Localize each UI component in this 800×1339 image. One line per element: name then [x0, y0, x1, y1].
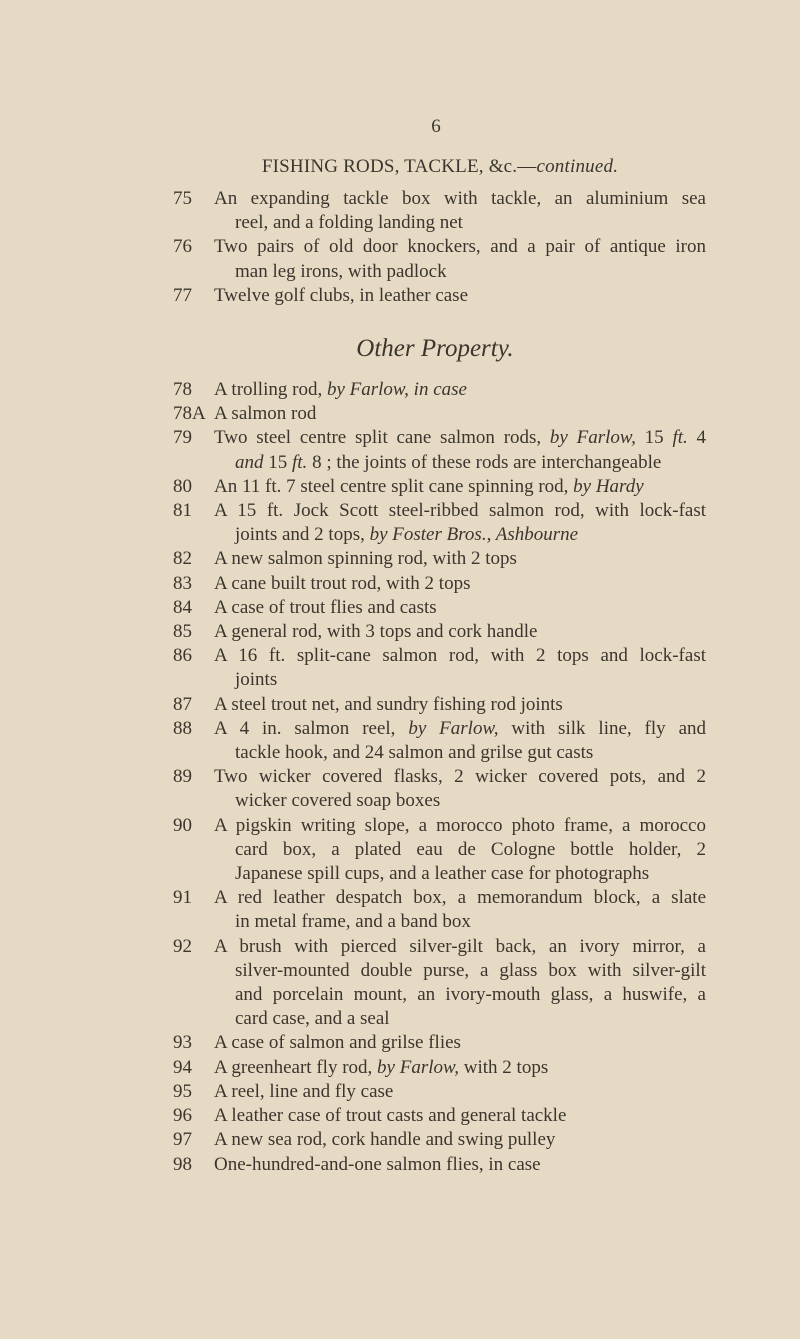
lot-number: 86: [173, 645, 192, 667]
italic-text: ft.: [292, 451, 308, 473]
text: Japanese spill cups, and a leather case for photographs: [235, 863, 650, 885]
text: A red leather despatch box, a memorandum block, a slate: [214, 887, 706, 909]
lot-number: 77: [173, 284, 192, 306]
lot-description-line: [214, 402, 706, 426]
lot-entry: [173, 572, 706, 596]
lot-description-line: [214, 547, 706, 571]
lot-entry: [173, 1128, 706, 1152]
lot-description-line: [235, 789, 706, 813]
text: and porcelain mount, an ivory-mouth glass, a huswife, a: [235, 984, 706, 1006]
italic-text: and: [235, 451, 264, 473]
lot-description-line: [214, 475, 706, 499]
lot-list-fishing: [173, 187, 706, 308]
lot-entry: [173, 886, 706, 934]
lot-description-line: [214, 499, 706, 523]
lot-entry: [173, 644, 706, 692]
text: One-hundred-and-one salmon flies, in case: [214, 1153, 541, 1175]
lot-entry: [173, 284, 706, 308]
lot-number: 87: [173, 693, 192, 715]
lot-entry: [173, 235, 706, 283]
text: A 16 ft. split-cane salmon rod, with 2 tops and lock-fast: [214, 645, 706, 667]
text: tackle hook, and 24 salmon and grilse gut casts: [235, 742, 594, 764]
lot-description-line: [214, 1056, 706, 1080]
lot-entry: [173, 596, 706, 620]
lot-entry: [173, 693, 706, 717]
lot-number: 76: [173, 236, 192, 258]
lot-number: 81: [173, 500, 192, 522]
italic-text: by Farlow,: [549, 427, 636, 449]
lot-description-line: [235, 959, 706, 983]
lot-entry: [173, 1080, 706, 1104]
lot-number: 97: [173, 1129, 192, 1151]
lot-description-line: [214, 235, 706, 259]
lot-description-line: [235, 211, 706, 235]
lot-description-line: [214, 426, 706, 450]
text: An expanding tackle box with tackle, an aluminium sea: [214, 188, 706, 209]
lot-entry: [173, 499, 706, 547]
text: joints and 2 tops,: [235, 524, 370, 546]
lot-entry: [173, 378, 706, 402]
lot-number: 84: [173, 596, 192, 618]
lot-description-line: [214, 1080, 706, 1104]
italic-text: by Hardy: [573, 475, 644, 497]
lot-description-line: [214, 935, 706, 959]
lot-description-line: [235, 668, 706, 692]
lot-entry: [173, 1056, 706, 1080]
section-title: Other Property.: [356, 335, 514, 362]
lot-entry: [173, 765, 706, 813]
lot-number: 78A: [173, 403, 206, 425]
lot-number: 88: [173, 717, 192, 739]
lot-number: 82: [173, 548, 192, 570]
lot-number: 93: [173, 1032, 192, 1054]
text: Two steel centre split cane salmon rods,: [214, 427, 550, 449]
lot-entry: [173, 402, 706, 426]
text: reel, and a folding landing net: [235, 212, 463, 234]
heading-main: FISHING RODS, TACKLE, &c.—: [261, 156, 537, 177]
text: with 2 tops: [459, 1056, 549, 1078]
lot-description-line: [214, 596, 706, 620]
lot-description-line: [214, 886, 706, 910]
text: A salmon rod: [214, 403, 317, 425]
lot-entry: [173, 475, 706, 499]
text: A leather case of trout casts and general tackle: [214, 1105, 567, 1127]
lot-description-line: [214, 765, 706, 789]
text: silver-mounted double purse, a glass box with silver-gilt: [235, 959, 706, 981]
italic-text: by Farlow, in case: [326, 379, 467, 400]
lot-description-line: [214, 1031, 706, 1055]
lot-number: 78: [173, 379, 192, 400]
lot-entry: [173, 1031, 706, 1055]
lot-number: 90: [173, 814, 192, 836]
text: A greenheart fly rod,: [214, 1056, 378, 1078]
lot-number: 91: [173, 887, 192, 909]
lot-description-line: [214, 1104, 706, 1128]
lot-description-line: [235, 838, 706, 862]
page-number: 6: [431, 116, 441, 137]
lot-entry: [173, 1153, 706, 1177]
text: An 11 ft. 7 steel centre split cane spinning rod,: [214, 475, 574, 497]
lot-description-line: [235, 523, 706, 547]
text: A case of trout flies and casts: [214, 596, 437, 618]
text: A 4 in. salmon reel,: [214, 717, 409, 739]
lot-description-line: [214, 572, 706, 596]
text: card box, a plated eau de Cologne bottle holder, 2: [235, 838, 706, 860]
text: A general rod, with 3 tops and cork handle: [214, 621, 538, 643]
text: A new salmon spinning rod, with 2 tops: [214, 548, 517, 570]
text: 8 ; the joints of these rods are interchangeable: [307, 451, 662, 473]
lot-description-line: [214, 717, 706, 741]
text: Two wicker covered flasks, 2 wicker covered pots, and 2: [214, 766, 706, 788]
text: Two pairs of old door knockers, and a pair of antique iron: [214, 236, 706, 258]
text: Twelve golf clubs, in leather case: [214, 284, 469, 306]
lot-description-line: [214, 378, 706, 402]
italic-text: by Farlow,: [377, 1056, 460, 1078]
lot-description-line: [214, 1128, 706, 1152]
text: in metal frame, and a band box: [235, 911, 471, 933]
text: A cane built trout rod, with 2 tops: [214, 572, 471, 594]
lot-description-line: [214, 187, 706, 211]
text: card case, and a seal: [235, 1008, 390, 1030]
lot-description-line: [214, 1153, 706, 1177]
lot-description-line: [235, 1007, 706, 1031]
lot-number: 96: [173, 1105, 192, 1127]
lot-entry: [173, 814, 706, 887]
lot-number: 94: [173, 1056, 192, 1078]
lot-list-other-property: [173, 378, 706, 1177]
lot-description-line: [235, 983, 706, 1007]
text: A reel, line and fly case: [214, 1080, 394, 1102]
lot-number: 92: [173, 935, 192, 957]
lot-number: 83: [173, 572, 192, 594]
italic-text: ft.: [672, 427, 688, 449]
heading-continued: continued.: [536, 156, 619, 177]
lot-description-line: [214, 644, 706, 668]
lot-entry: [173, 620, 706, 644]
lot-number: 85: [173, 621, 192, 643]
text: A 15 ft. Jock Scott steel-ribbed salmon rod, with lock-fast: [214, 500, 706, 522]
text: 4: [687, 427, 707, 449]
text: joints: [235, 669, 278, 691]
lot-number: 75: [173, 188, 192, 209]
lot-description-line: [214, 284, 706, 308]
lot-entry: [173, 547, 706, 571]
text: A brush with pierced silver-gilt back, an ivory mirror, a: [214, 935, 706, 957]
text: 15: [635, 427, 673, 449]
lot-description-line: [235, 862, 706, 886]
text: man leg irons, with padlock: [235, 260, 447, 282]
text: 15: [263, 451, 292, 473]
italic-text: by Farlow,: [408, 717, 499, 739]
lot-description-line: [235, 451, 706, 475]
lot-description-line: [214, 814, 706, 838]
lot-description-line: [214, 620, 706, 644]
text: A case of salmon and grilse flies: [214, 1032, 461, 1054]
lot-entry: [173, 1104, 706, 1128]
text: A trolling rod,: [214, 379, 327, 400]
lot-entry: [173, 426, 706, 474]
lot-description-line: [235, 910, 706, 934]
text: A steel trout net, and sundry fishing rod joints: [214, 693, 563, 715]
text: wicker covered soap boxes: [235, 790, 441, 812]
lot-number: 80: [173, 475, 192, 497]
lot-entry: [173, 187, 706, 235]
lot-description-line: [214, 693, 706, 717]
lot-description-line: [235, 741, 706, 765]
text: A new sea rod, cork handle and swing pulley: [214, 1129, 556, 1151]
lot-number: 98: [173, 1153, 192, 1175]
italic-text: by Foster Bros., Ashbourne: [369, 524, 579, 546]
lot-entry: [173, 717, 706, 765]
text: with silk line, fly and: [498, 717, 706, 739]
lot-number: 79: [173, 427, 192, 449]
lot-number: 95: [173, 1080, 192, 1102]
lot-description-line: [235, 260, 706, 284]
page-heading: [0, 156, 800, 178]
text: A pigskin writing slope, a morocco photo frame, a morocco: [214, 814, 706, 836]
lot-entry: [173, 935, 706, 1032]
lot-number: 89: [173, 766, 192, 788]
